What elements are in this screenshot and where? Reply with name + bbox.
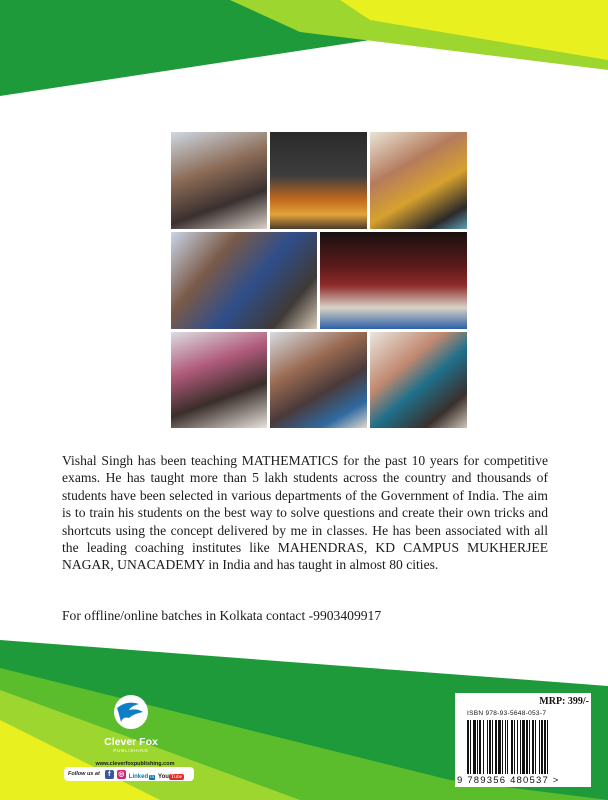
publisher-website[interactable]: www.cleverfoxpublishing.com bbox=[95, 761, 175, 767]
barcode-number: 9 789356 480537 > bbox=[457, 775, 560, 786]
publisher-logo bbox=[96, 694, 166, 753]
photo-classroom-selfie-5 bbox=[269, 331, 368, 429]
social-links bbox=[64, 767, 194, 781]
mrp-price: MRP: 399/- bbox=[539, 696, 589, 707]
instagram-icon[interactable]: ◎ bbox=[118, 770, 125, 778]
photo-classroom-selfie-1 bbox=[170, 131, 268, 230]
author-bio: Vishal Singh has been teaching MATHEMATICS for the past 10 years for competitive exams. He has taught more than 5 lakh students across the country and thousands of students have been selected in various departments of the Government of India. The aim is to train his students on the best way to solve questions and create their own tricks and shortcuts using the concept delivered by me in classes. He has been associated with all the leading coaching institutes like MAHENDRAS, KD CAMPUS MUKHERJEE NAGAR, UNACADEMY in India and has taught in almost 80 cities. bbox=[62, 453, 548, 573]
facebook-icon[interactable]: f bbox=[105, 770, 114, 779]
photo-classroom-selfie-4 bbox=[170, 331, 268, 429]
photo-classroom-selfie-6 bbox=[369, 331, 468, 429]
isbn-label: ISBN 978-93-5648-053-7 bbox=[467, 710, 547, 717]
photo-auditorium-lecture bbox=[319, 231, 468, 330]
photo-lecture-stage bbox=[269, 131, 368, 230]
fox-logo-icon bbox=[109, 694, 153, 730]
photo-collage bbox=[170, 131, 468, 429]
youtube-link[interactable] bbox=[158, 765, 184, 783]
linkedin-label: Linked bbox=[128, 774, 149, 780]
linkedin-icon: in bbox=[150, 775, 155, 780]
youtube-icon: Tube bbox=[170, 774, 183, 780]
follow-label: Follow us at bbox=[68, 771, 100, 777]
contact-line: For offline/online batches in Kolkata contact -9903409917 bbox=[62, 608, 382, 623]
photo-classroom-selfie-3 bbox=[170, 231, 318, 330]
photo-classroom-selfie-2 bbox=[369, 131, 468, 230]
publisher-subtitle: PUBLISHING bbox=[113, 748, 149, 753]
barcode-icon bbox=[467, 720, 585, 776]
youtube-label: You bbox=[158, 774, 169, 780]
publisher-name: Clever Fox bbox=[104, 736, 158, 748]
barcode-panel bbox=[455, 693, 591, 787]
linkedin-link[interactable] bbox=[129, 765, 155, 783]
